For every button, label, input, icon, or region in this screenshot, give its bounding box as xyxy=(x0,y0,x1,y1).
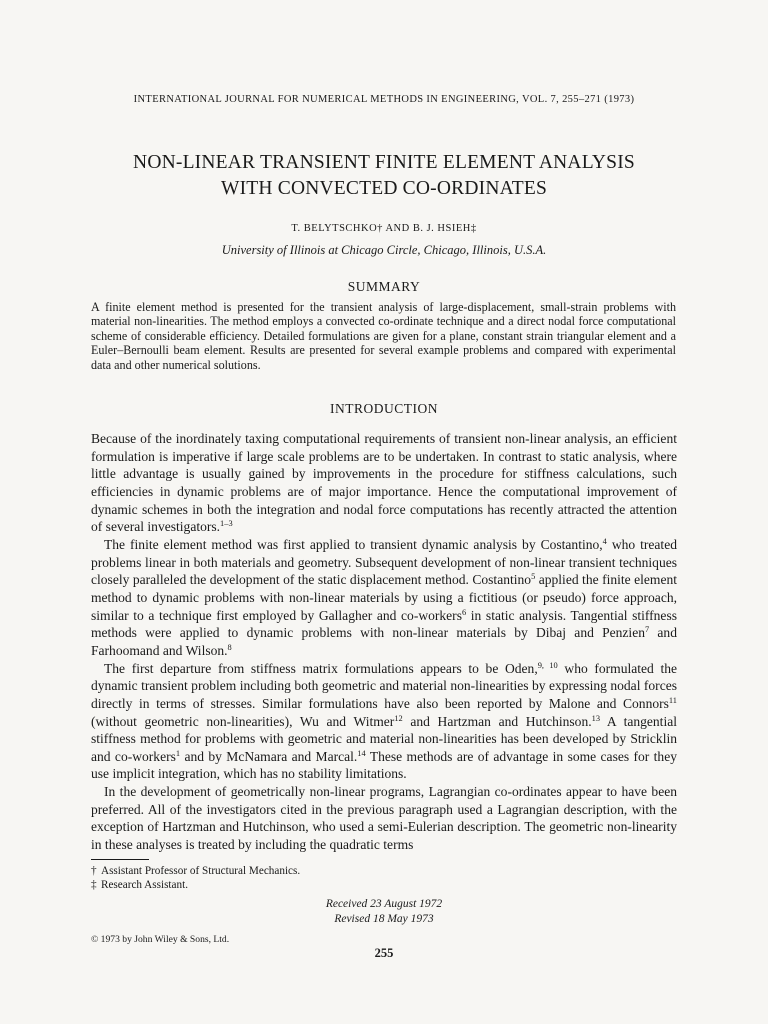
introduction-heading: INTRODUCTION xyxy=(330,401,438,416)
title-line-2: WITH CONVECTED CO-ORDINATES xyxy=(220,178,548,199)
paragraph-text: (without geometric non-linearities), Wu and Witmer xyxy=(91,713,395,729)
paragraph-text: and Farhoomand and Wilson. xyxy=(91,625,677,658)
paragraph-text: who treated problems linear in both materials and geometry. Subsequent development of non-linear transient techniques closely paralleled the development of the static displacement method. Costantino xyxy=(91,536,677,588)
intro-paragraph-1 xyxy=(91,430,677,536)
citation: 14 xyxy=(357,748,366,758)
footnotes xyxy=(91,864,651,892)
journal-header: INTERNATIONAL JOURNAL FOR NUMERICAL METHODS IN ENGINEERING, VOL. 7, 255–271 (1973) xyxy=(133,94,635,105)
paragraph-text: A tangential stiffness method for problems with geometric and material non-linearities has been developed by Stricklin and co-workers xyxy=(91,713,677,764)
copyright-notice: © 1973 by John Wiley & Sons, Ltd. xyxy=(91,934,230,945)
citation: 1–3 xyxy=(220,519,233,529)
summary-text: A finite element method is presented for the transient analysis of large-displacement, small-strain problems with material non-linearities. The method employs a convected co-ordinate technique and a direct nodal force computational scheme of considerable efficiency. Detailed formulations are given for a plane, constant strain triangular element and a Euler–Bernoulli beam element. Results are presented for several example problems and compared with experimental data and other numerical solutions. xyxy=(91,300,676,372)
revised-date: Revised 18 May 1973 xyxy=(334,912,434,925)
footnote-mark: ‡ xyxy=(91,879,97,891)
paragraph-text: who formulated the dynamic transient problem including both geometric and material non-linearities by expressing nodal forces directly in terms of stresses. Similar formulations have also been reported by Malone and Connors xyxy=(91,660,678,711)
page-number: 255 xyxy=(374,946,394,960)
citation: 7 xyxy=(644,625,650,635)
citation: 12 xyxy=(394,713,403,723)
paragraph-text: and by McNamara and Marcal. xyxy=(180,748,358,764)
intro-paragraph-3 xyxy=(91,660,677,784)
footnote xyxy=(91,864,651,878)
paragraph-text: Because of the inordinately taxing computational requirements of transient non-linear analysis, an efficient formulation is imperative if large scale problems are to be undertaken. In contrast to static analysis, where little advantage is usually gained by improvements in the procedure for stiffness calculations, such efficiencies in dynamic problems are of major importance. Hence the computational improvement of dynamic schemes in both the integration and nodal force computations has recently attracted the attention of several investigators. xyxy=(91,431,677,535)
intro-paragraph-4 xyxy=(91,783,677,854)
authors: T. BELYTSCHKO† AND B. J. HSIEH‡ xyxy=(291,223,477,234)
paragraph-text: applied the finite element method to dynamic problems with non-linear materials by using a fictitious (or pseudo) force approach, similar to a technique first employed by Gallagher and co-workers xyxy=(91,572,677,623)
citation: 6 xyxy=(461,607,467,617)
paragraph-text: The finite element method was first applied to transient dynamic analysis by Costantino, xyxy=(104,536,603,552)
title-line-1: NON-LINEAR TRANSIENT FINITE ELEMENT ANALYSIS xyxy=(133,152,635,173)
received-date: Received 23 August 1972 xyxy=(325,898,443,910)
citation: 9, 10 xyxy=(537,660,558,670)
footnote-text: Assistant Professor of Structural Mechanics. xyxy=(101,865,301,877)
affiliation: University of Illinois at Chicago Circle, Chicago, Illinois, U.S.A. xyxy=(221,243,547,257)
footnote-text: Research Assistant. xyxy=(101,879,188,891)
summary-heading: SUMMARY xyxy=(347,279,421,294)
citation: 11 xyxy=(668,695,677,705)
paragraph-text: These methods are of advantage in some cases for they use implicit integration, which has no stability limitations. xyxy=(91,748,677,782)
paper-title xyxy=(0,150,768,202)
paragraph-text: in static analysis. Tangential stiffness methods were applied to dynamic problems with non-linear materials by Dibaj and Penzien xyxy=(91,607,677,641)
received-dates xyxy=(0,897,768,926)
citation: 1 xyxy=(175,748,181,758)
footnote xyxy=(91,878,651,892)
paragraph-text: and Hartzman and Hutchinson. xyxy=(402,713,592,729)
citation: 4 xyxy=(602,536,607,546)
footnote-rule xyxy=(91,859,149,860)
citation: 5 xyxy=(531,572,536,582)
paragraph-text: In the development of geometrically non-linear programs, Lagrangian co-ordinates appear to have been preferred. All of the investigators cited in the previous paragraph used a Lagrangian description, with the exception of Hartzman and Hutchinson, who used a semi-Eulerian description. The geometric non-linearity in these analyses is treated by including the quadratic terms xyxy=(91,784,677,853)
introduction-body xyxy=(91,430,677,854)
intro-paragraph-2 xyxy=(91,536,677,660)
citation: 13 xyxy=(591,713,601,723)
citation: 8 xyxy=(227,642,232,652)
paragraph-text: The first departure from stiffness matrix formulations appears to be Oden, xyxy=(104,660,538,676)
footnote-mark: † xyxy=(91,865,97,877)
